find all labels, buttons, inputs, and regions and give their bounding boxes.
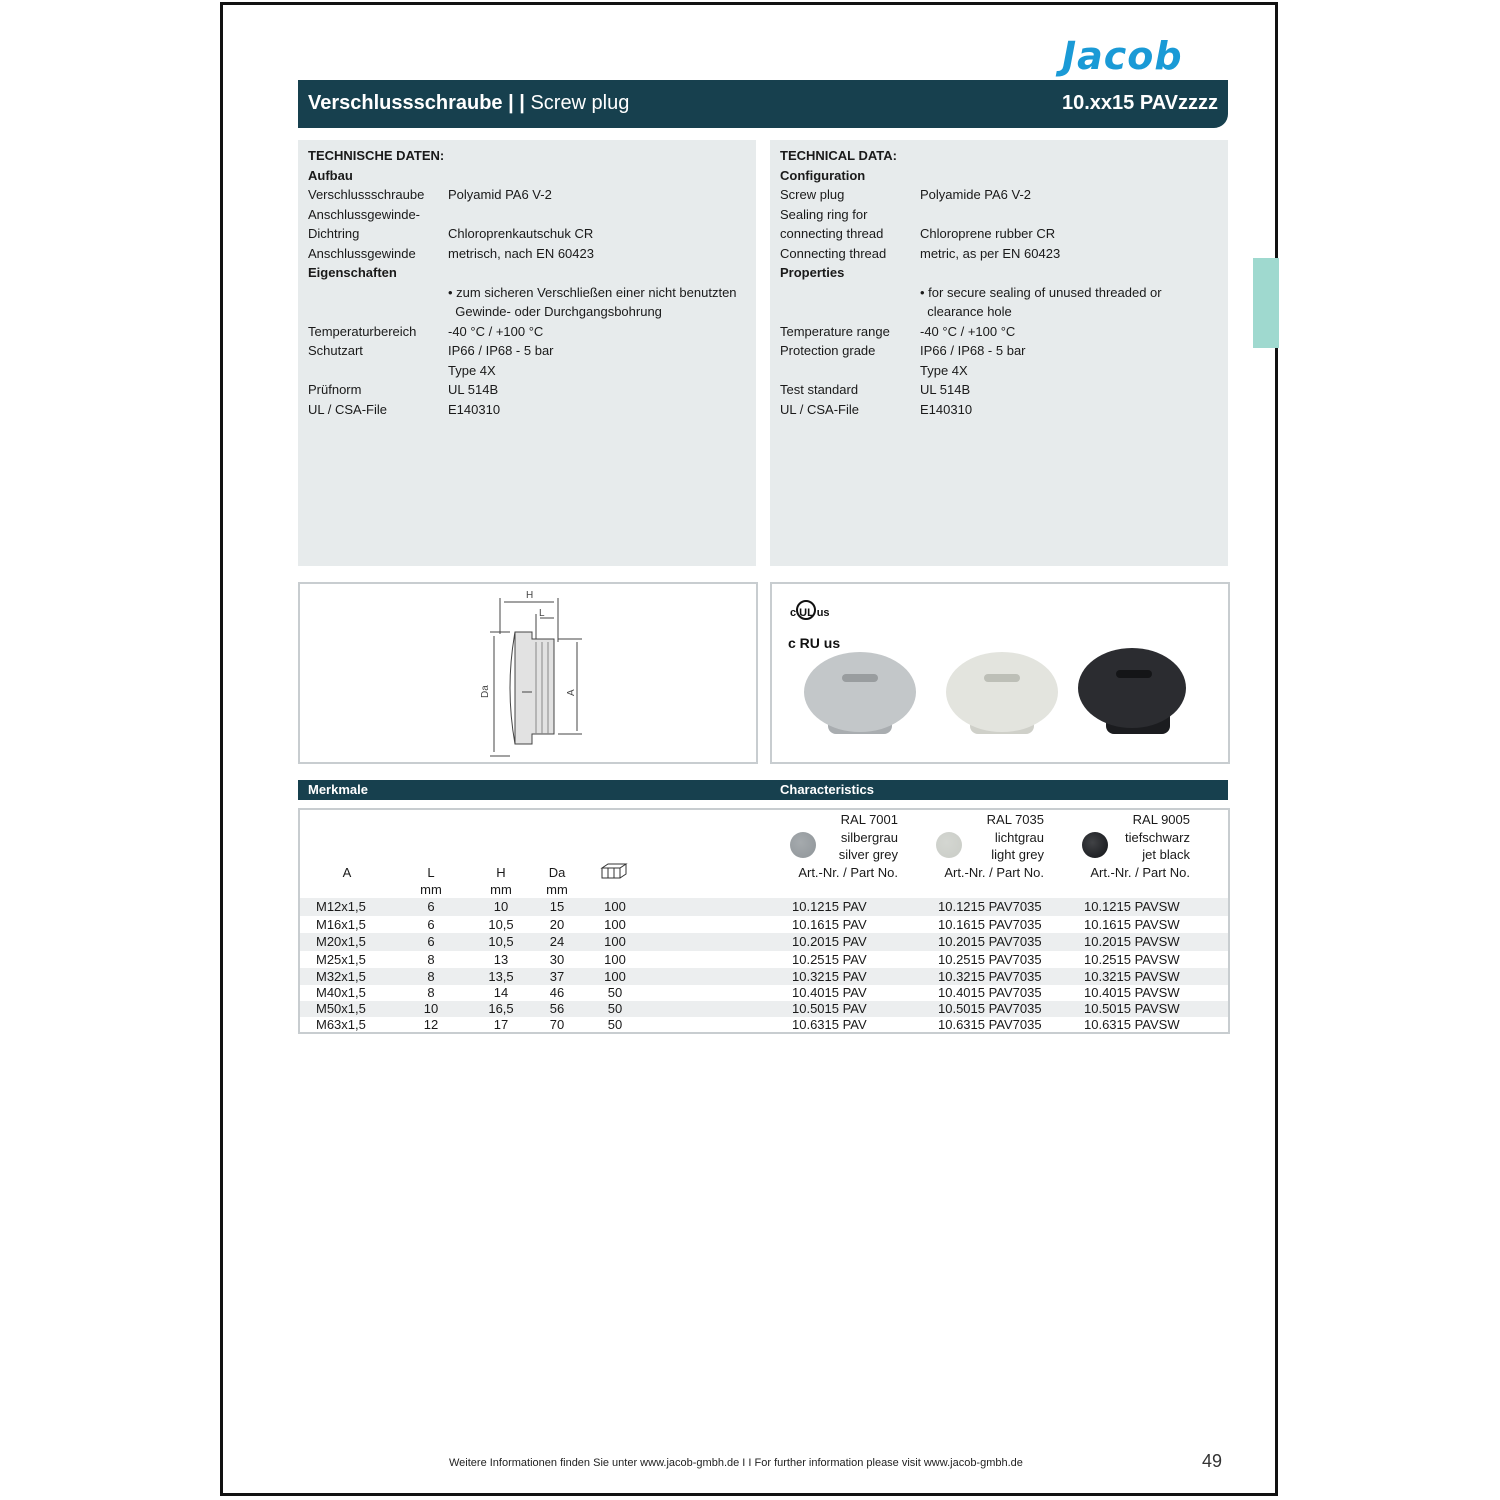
cell-p3: 10.2515 PAVSW: [1084, 952, 1180, 967]
tech-key: Properties: [780, 265, 845, 280]
cell-pack: 50: [607, 1001, 623, 1016]
tech-key: TECHNICAL DATA:: [780, 148, 897, 163]
cell-a: M25x1,5: [316, 952, 366, 967]
dimension-drawing-panel: [298, 582, 758, 764]
tech-key: Schutzart: [308, 343, 363, 358]
tech-value: metric, as per EN 60423: [920, 245, 1061, 261]
cell-l: 6: [427, 899, 435, 914]
plug-light-grey-image: [946, 652, 1058, 734]
cell-h: 10,5: [488, 934, 514, 949]
cell-p2: 10.6315 PAV7035: [938, 1017, 1042, 1032]
tech-value: Type 4X: [448, 362, 496, 378]
technical-data-de: [298, 140, 756, 566]
cell-p2: 10.3215 PAV7035: [938, 969, 1042, 984]
col-unit-h: mm: [490, 882, 512, 897]
table-row: [300, 933, 1228, 951]
cell-p1: 10.1615 PAV: [792, 917, 867, 932]
cell-l: 6: [427, 917, 435, 932]
cell-p1: 10.2515 PAV: [792, 952, 867, 967]
tech-value: IP66 / IP68 - 5 bar: [448, 343, 554, 358]
characteristics-bar: [298, 780, 1228, 800]
cell-da: 70: [549, 1017, 565, 1032]
color-de: lichtgrau: [994, 829, 1044, 845]
tech-value: Chloroprenkautschuk CR: [448, 226, 594, 241]
tech-value: IP66 / IP68 - 5 bar: [920, 343, 1026, 358]
tech-value: Type 4X: [920, 362, 968, 378]
cell-h: 13: [493, 952, 509, 967]
cell-p3: 10.1615 PAVSW: [1084, 917, 1180, 932]
ur-mark-icon: c RU us: [788, 635, 841, 651]
tech-value: UL 514B: [448, 382, 499, 397]
footer-info: Weitere Informationen finden Sie unter www.jacob-gmbh.de I I For further information please visit www.jacob-gmbh.de: [449, 1457, 1023, 1469]
section-tab-marker: [1253, 258, 1279, 348]
tech-value: Gewinde- oder Durchgangsbohrung: [448, 304, 662, 319]
tech-key: UL / CSA-File: [780, 401, 859, 417]
cell-da: 37: [549, 969, 565, 984]
cell-h: 17: [493, 1017, 509, 1032]
cell-p1: 10.6315 PAV: [792, 1017, 867, 1032]
cell-h: 14: [493, 985, 509, 1000]
tech-key: Aufbau: [308, 167, 353, 183]
cell-p1: 10.5015 PAV: [792, 1001, 867, 1016]
color-ral: RAL 7001: [840, 812, 898, 827]
table-row: [300, 951, 1228, 968]
cell-da: 24: [549, 934, 565, 949]
tech-key: Configuration: [780, 167, 866, 183]
cell-p1: 10.3215 PAV: [792, 969, 867, 984]
tech-key: Screw plug: [780, 187, 845, 202]
jacob-logo: Jacob: [1062, 34, 1183, 78]
tech-key: UL / CSA-File: [308, 401, 387, 417]
cell-p3: 10.1215 PAVSW: [1084, 899, 1180, 914]
cell-a: M63x1,5: [316, 1017, 366, 1032]
cell-a: M16x1,5: [316, 917, 366, 932]
color-en: silver grey: [838, 847, 898, 862]
tech-value: UL 514B: [920, 382, 971, 397]
cell-h: 10,5: [488, 917, 514, 932]
tech-value: E140310: [448, 401, 501, 417]
title-bar: [298, 80, 1228, 128]
cell-pack: 50: [607, 1017, 623, 1032]
cell-p3: 10.2015 PAVSW: [1084, 934, 1180, 949]
table-row: [300, 1001, 1228, 1017]
cell-p1: 10.4015 PAV: [792, 985, 867, 1000]
cell-l: 12: [423, 1017, 439, 1032]
cell-p3: 10.4015 PAVSW: [1084, 985, 1180, 1000]
cell-h: 10: [493, 899, 509, 914]
dim-label-l: L: [539, 608, 545, 619]
dimension-drawing: [300, 584, 756, 762]
tech-key: Eigenschaften: [308, 265, 397, 280]
cell-p2: 10.2015 PAV7035: [938, 934, 1042, 949]
characteristics-table: [298, 808, 1230, 1034]
page-number: 49: [1202, 1451, 1223, 1471]
color-ral: RAL 9005: [1132, 812, 1190, 827]
cell-p2: 10.2515 PAV7035: [938, 952, 1042, 967]
cell-p3: 10.6315 PAVSW: [1084, 1017, 1180, 1032]
part-no-header: Art.-Nr. / Part No.: [798, 864, 898, 880]
col-unit-l: mm: [420, 882, 442, 897]
col-header-h: H: [496, 865, 506, 880]
color-de: silbergrau: [840, 829, 898, 845]
tech-key: TECHNISCHE DATEN:: [308, 148, 445, 163]
cell-a: M40x1,5: [316, 985, 366, 1000]
color-ral: RAL 7035: [986, 812, 1044, 827]
table-row: [300, 968, 1228, 985]
tech-value: -40 °C / +100 °C: [920, 323, 1016, 339]
tech-value: Polyamid PA6 V-2: [448, 187, 552, 202]
product-photo-panel: [770, 582, 1230, 764]
table-row: [300, 985, 1228, 1001]
cell-l: 10: [423, 1001, 439, 1016]
tech-value: Polyamide PA6 V-2: [920, 187, 1032, 202]
cell-da: 56: [549, 1001, 565, 1016]
color-de: tiefschwarz: [1124, 829, 1190, 845]
tech-value: metrisch, nach EN 60423: [448, 245, 594, 261]
cell-pack: 100: [604, 969, 626, 984]
tech-key: Temperature range: [780, 323, 890, 339]
characteristics-label: Characteristics: [780, 782, 874, 797]
color-en: light grey: [991, 847, 1044, 862]
cell-p1: 10.2015 PAV: [792, 934, 867, 949]
tech-key: Protection grade: [780, 343, 876, 358]
color-swatch-icon: [936, 832, 962, 858]
tech-key: Dichtring: [308, 226, 360, 241]
cell-a: M32x1,5: [316, 969, 366, 984]
cell-pack: 100: [604, 952, 626, 967]
part-no-header: Art.-Nr. / Part No.: [944, 864, 1044, 880]
product-code: 10.xx15 PAVzzzz: [1061, 92, 1218, 114]
cell-a: M50x1,5: [316, 1001, 366, 1016]
cell-pack: 100: [604, 899, 626, 914]
col-unit-da: mm: [546, 882, 568, 897]
cell-da: 46: [549, 985, 565, 1000]
tech-key: Verschlussschraube: [308, 187, 425, 202]
table-row: [300, 916, 1228, 933]
title-de: Verschlussschraube: [308, 92, 503, 114]
cell-a: M12x1,5: [316, 899, 366, 914]
dim-label-a: A: [566, 689, 577, 696]
part-no-header: Art.-Nr. / Part No.: [1090, 864, 1190, 880]
tech-key: Temperaturbereich: [308, 323, 417, 339]
cell-pack: 100: [604, 917, 626, 932]
cell-p2: 10.4015 PAV7035: [938, 985, 1042, 1000]
cell-p2: 10.1615 PAV7035: [938, 917, 1042, 932]
technical-data-en: [770, 140, 1228, 566]
col-header-a: A: [342, 865, 352, 880]
plug-silver-grey-image: [804, 652, 916, 734]
cell-l: 6: [427, 934, 435, 949]
cul-mark-text: c UL us: [790, 607, 830, 619]
package-quantity-icon: [600, 862, 628, 880]
cell-a: M20x1,5: [316, 934, 366, 949]
dim-label-h: H: [526, 590, 534, 601]
col-header-l: L: [427, 865, 435, 880]
page-title: [308, 92, 629, 115]
color-en: jet black: [1142, 847, 1190, 862]
tech-key: Test standard: [780, 382, 859, 397]
cell-p3: 10.5015 PAVSW: [1084, 1001, 1180, 1016]
col-header-da: Da: [548, 865, 566, 880]
tech-key: connecting thread: [780, 226, 884, 241]
table-row: [300, 1017, 1228, 1033]
tech-value: • zum sicheren Verschließen einer nicht benutzten: [448, 284, 737, 300]
tech-key: Anschlussgewinde-: [308, 206, 421, 222]
tech-value: E140310: [920, 401, 973, 417]
product-photos: [772, 584, 1228, 762]
title-en: Screw plug: [530, 92, 630, 114]
merkmale-label: Merkmale: [308, 782, 368, 797]
cell-pack: 100: [604, 934, 626, 949]
cell-da: 15: [549, 899, 565, 914]
cell-l: 8: [427, 985, 435, 1000]
cell-h: 13,5: [488, 969, 514, 984]
tech-value: clearance hole: [920, 304, 1012, 319]
dim-label-da: Da: [480, 685, 491, 698]
cell-pack: 50: [607, 985, 623, 1000]
color-swatch-icon: [790, 832, 816, 858]
title-separator: | |: [508, 92, 525, 114]
tech-key: Prüfnorm: [308, 382, 362, 397]
tech-key: Anschlussgewinde: [308, 245, 416, 261]
plug-jet-black-image: [1078, 648, 1186, 734]
table-row: [300, 898, 1228, 916]
cell-p2: 10.5015 PAV7035: [938, 1001, 1042, 1016]
tech-key: Sealing ring for: [780, 206, 868, 222]
cell-l: 8: [427, 952, 435, 967]
cell-p2: 10.1215 PAV7035: [938, 899, 1042, 914]
cell-da: 30: [549, 952, 565, 967]
cell-da: 20: [549, 917, 565, 932]
cell-h: 16,5: [488, 1001, 514, 1016]
color-swatch-icon: [1082, 832, 1108, 858]
tech-key: Connecting thread: [780, 245, 887, 261]
cell-l: 8: [427, 969, 435, 984]
tech-value: Chloroprene rubber CR: [920, 226, 1056, 241]
tech-value: -40 °C / +100 °C: [448, 323, 544, 339]
cell-p1: 10.1215 PAV: [792, 899, 867, 914]
cell-p3: 10.3215 PAVSW: [1084, 969, 1180, 984]
tech-value: • for secure sealing of unused threaded or: [920, 284, 1162, 300]
